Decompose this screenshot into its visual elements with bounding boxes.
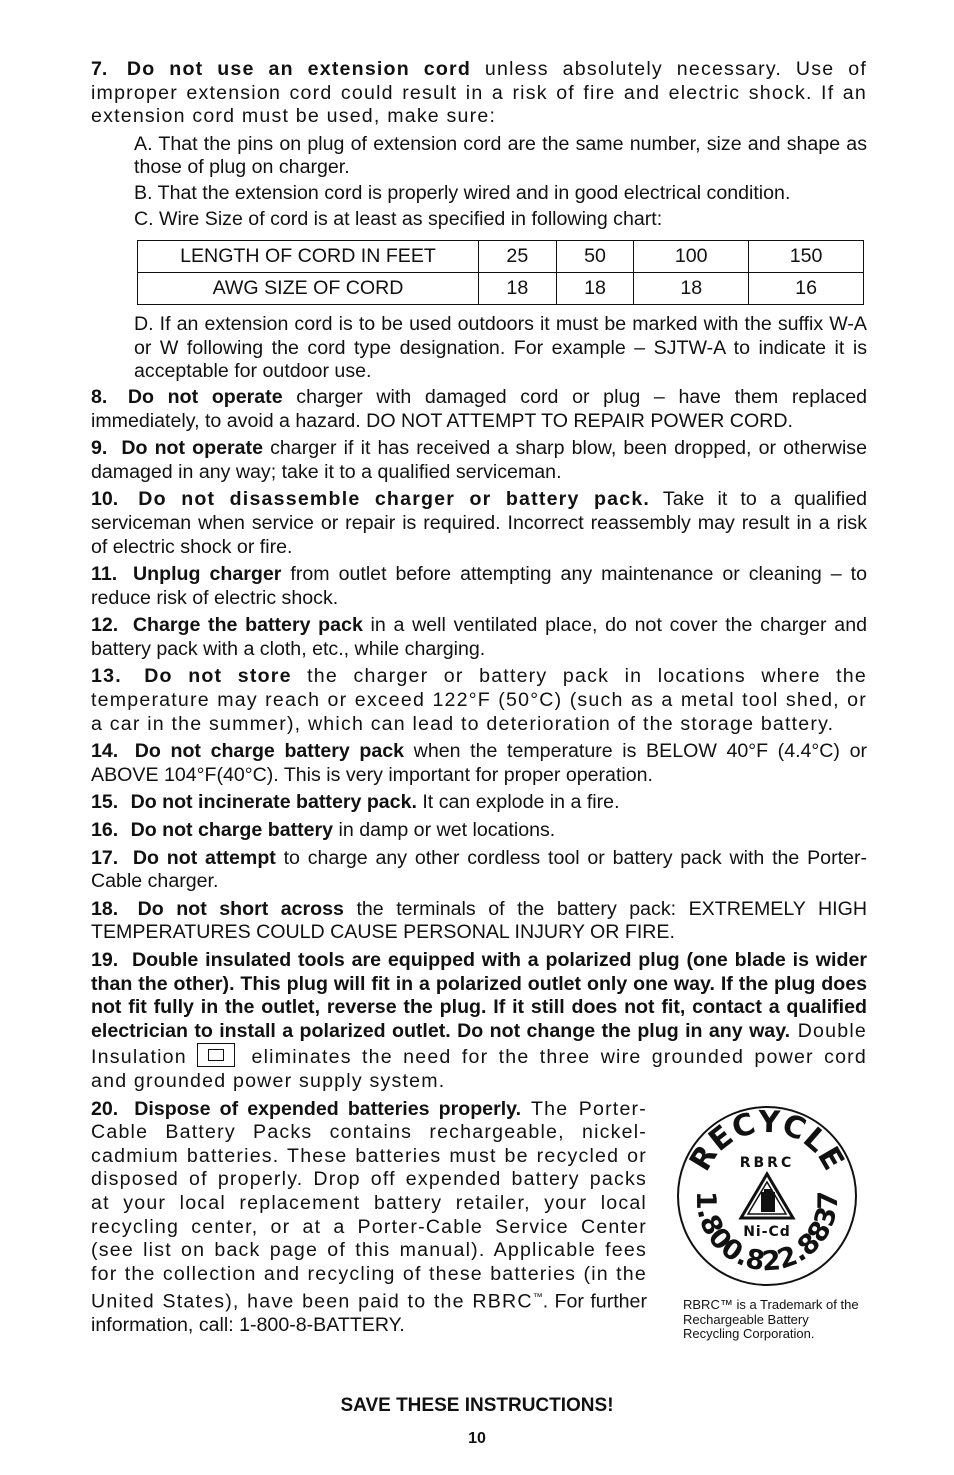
item-16: 16. Do not charge battery in damp or wet locations. bbox=[91, 819, 556, 842]
recycle-seal-icon bbox=[675, 1104, 859, 1288]
page-number: 10 bbox=[468, 1430, 486, 1447]
double-insulation-icon bbox=[197, 1043, 235, 1067]
item-12: 12. Charge the battery pack in a well ventilated place, do not cover the charger and battery pack with a cloth, etc., while charging. bbox=[91, 614, 867, 660]
logo-nicd-text: Ni-Cd bbox=[743, 1223, 791, 1240]
instructions-body bbox=[91, 58, 868, 1342]
item-7-d: D. If an extension cord is to be used outdoors it must be marked with the suffix W-A or W following the cord type designation. For example – SJTW-A to indicate it is acceptable for outdoor use. bbox=[134, 313, 867, 383]
item-19: 19. Double insulated tools are equipped with a polarized plug (one blade is wider than the other). This plug will fit in a polarized outlet only one way. If the plug does not fit fully in the outlet, reverse the plug. If it still does not fit, contact a qualified electrician to install a polarized outlet. Do not change the plug in any way. Double Insulation eliminates the need for the three wire grounded power cord and grounded power supply system. bbox=[91, 949, 867, 1092]
item-10: 10. Do not disassemble charger or battery pack. Take it to a qualified serviceman when service or repair is required. Incorrect reassembly may result in a risk of electric shock or fire. bbox=[91, 488, 868, 558]
item-11: 11. Unplug charger from outlet before attempting any maintenance or cleaning – to reduce risk of electric shock. bbox=[91, 563, 867, 609]
save-instructions-heading: SAVE THESE INSTRUCTIONS! bbox=[340, 1395, 614, 1416]
item-15: 15. Do not incinerate battery pack. It can explode in a fire. bbox=[91, 791, 620, 814]
item-14: 14. Do not charge battery pack when the temperature is BELOW 40°F (4.4°C) or ABOVE 104°F(40°C). This is very important for proper operation. bbox=[91, 740, 867, 786]
item-13: 13. Do not store the charger or battery pack in locations where the temperature may reach or exceed 122°F (50°C) (such as a metal tool shed, or a car in the summer), which can lead to deterioration of the storage battery. bbox=[91, 665, 868, 735]
extension-cord-table bbox=[137, 240, 864, 305]
logo-phone-text: 1.800.822.8837 bbox=[689, 1190, 845, 1278]
logo-recycle-text: RECYCLE bbox=[682, 1104, 852, 1177]
rbrc-trademark-note: RBRC™ is a Trademark of the Rechargeable Battery Recycling Corporation. bbox=[683, 1297, 859, 1342]
item-18: 18. Do not short across the terminals of the battery pack: EXTREMELY HIGH TEMPERATURES COULD CAUSE PERSONAL INJURY OR FIRE. bbox=[91, 897, 867, 944]
item-20: 20. Dispose of expended batteries properly. The Porter-Cable Battery Packs contains rechargeable, nickel-cadmium batteries. These batteries must be recycled or disposed of properly. Drop off expended battery packs at your local replacement battery retailer, your local recycling center, or at a Porter-Cable Service Center (see list on back page of this manual). Applicable fees for the collection and recycling of these batteries (in the United States), have been paid to the RBRC™. For further information, call: 1-800-8-BATTERY. RECYCLE 1.800.822.8837 RBRC Ni-Cd RBRC™ is a Trademark of the Rechargeable Battery Recycling Corporation. bbox=[91, 1098, 867, 1338]
item-9: 9. Do not operate charger if it has received a sharp blow, been dropped, or otherwise damaged in any way; take it to a qualified serviceman. bbox=[91, 437, 868, 483]
table-row: AWG SIZE OF CORD 18 18 18 16 bbox=[138, 273, 864, 305]
item-7-c: C. Wire Size of cord is at least as specified in following chart: bbox=[134, 207, 663, 230]
item-17: 17. Do not attempt to charge any other cordless tool or battery pack with the Porter-Cable charger. bbox=[91, 846, 867, 893]
item-7-a: A. That the pins on plug of extension cord are the same number, size and shape as those of plug on charger. bbox=[134, 132, 867, 179]
item-7-b: B. That the extension cord is properly wired and in good electrical condition. bbox=[134, 181, 791, 204]
table-row: LENGTH OF CORD IN FEET 25 50 100 150 bbox=[138, 241, 864, 273]
item-8: 8. Do not operate charger with damaged cord or plug – have them replaced immediately, to avoid a hazard. DO NOT ATTEMPT TO REPAIR POWER CORD. bbox=[91, 385, 868, 432]
rbrc-recycle-logo bbox=[675, 1104, 865, 1342]
item-7: 7. Do not use an extension cord unless absolutely necessary. Use of improper extension cord could result in a risk of fire and electric shock. If an extension cord must be used, make sure: bbox=[91, 58, 868, 128]
logo-rbrc-text: RBRC bbox=[739, 1154, 795, 1171]
